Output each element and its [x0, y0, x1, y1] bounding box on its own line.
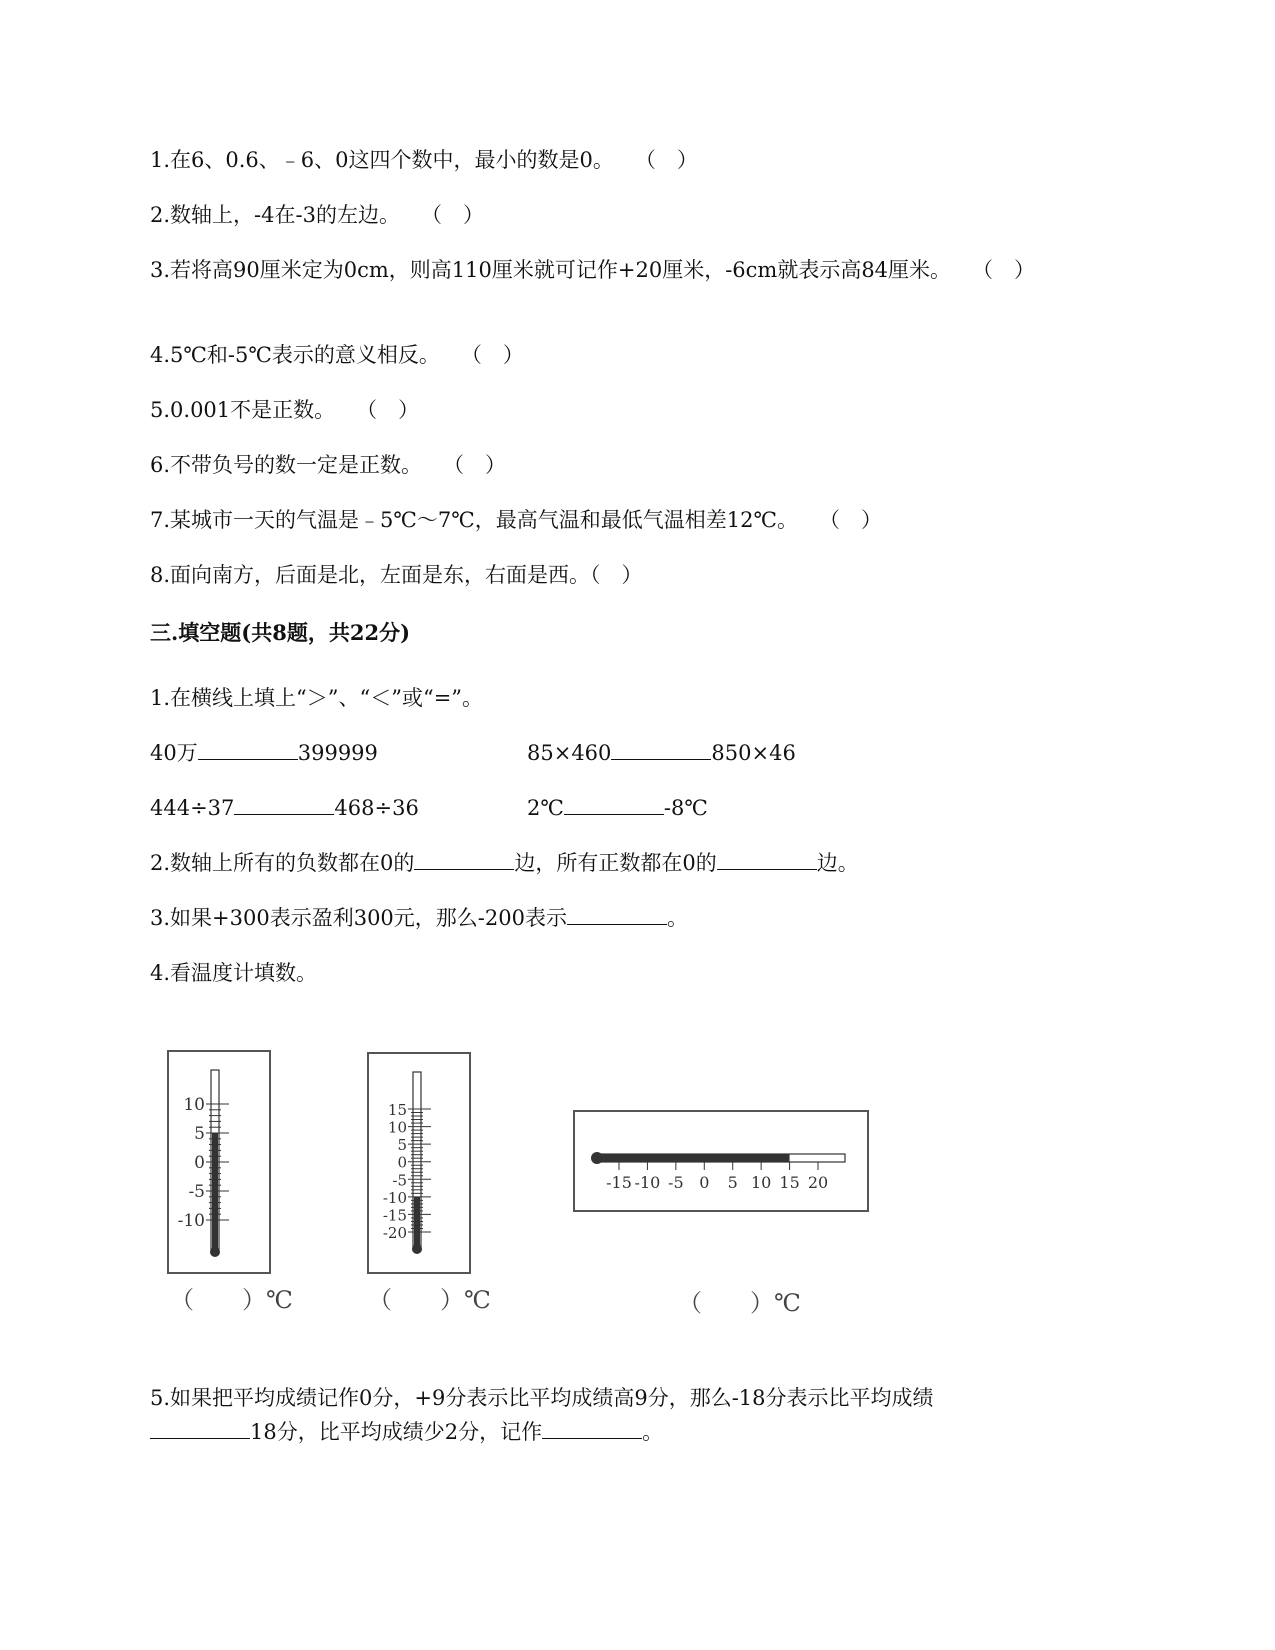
tf-item-1: 1.在6、0.6、﹣6、0这四个数中，最小的数是0。 （ ） — [150, 148, 698, 172]
thermometer-2-tick-label: -15 — [382, 1206, 407, 1225]
thermometer-2 — [367, 1052, 471, 1274]
thermometer-1-tick-label: 0 — [194, 1153, 205, 1173]
fill-item-5-text-b: 18分，比平均成绩少2分，记作 — [250, 1420, 543, 1444]
thermometer-2-tick-label: 15 — [387, 1101, 407, 1119]
thermometer-2-tick-label: -5 — [392, 1171, 407, 1190]
thermometer-3-tick-label: 5 — [727, 1173, 738, 1192]
thermometer-2-mercury — [414, 1197, 420, 1249]
comparison-a — [150, 738, 378, 768]
tf-item-8: 8.面向南方，后面是北，左面是东，右面是西。（ ） — [150, 563, 643, 587]
thermometer-1-tick-label: 5 — [194, 1124, 205, 1144]
thermometer-2-figure — [369, 1054, 469, 1272]
thermometer-2-tick-label: -10 — [382, 1188, 407, 1207]
thermometer-1-figure — [169, 1052, 269, 1272]
thermometer-2-bulb — [412, 1244, 422, 1254]
thermometer-2-tick-label: -20 — [382, 1224, 407, 1242]
thermometer-3-tick-label: 20 — [807, 1173, 829, 1192]
fill-item-2-text-c: 边。 — [816, 851, 859, 875]
fill-item-2-blank-2[interactable] — [717, 849, 817, 870]
thermometer-1 — [167, 1050, 271, 1274]
fill-item-2-text-b: 边，所有正数都在0的 — [514, 851, 717, 875]
comparison-d-left: 2℃ — [527, 796, 564, 820]
thermometer-3-bulb — [591, 1152, 603, 1164]
comparison-b-left: 85×460 — [527, 741, 612, 765]
comparison-b-right: 850×46 — [711, 741, 796, 765]
comparison-c — [150, 793, 419, 823]
tf-item-2: 2.数轴上，-4在-3的左边。 （ ） — [150, 203, 484, 227]
tf-item-7: 7.某城市一天的气温是﹣5℃～7℃，最高气温和最低气温相差12℃。 （ ） — [150, 508, 882, 532]
thermometer-3-tick-label: -15 — [606, 1173, 632, 1192]
thermometer-1-tick-label: -5 — [188, 1182, 205, 1202]
thermometer-1-tick-label: -10 — [177, 1211, 205, 1231]
thermometer-3 — [573, 1110, 869, 1212]
comparison-a-blank[interactable] — [198, 739, 298, 760]
thermometer-3-tick-label: -10 — [634, 1173, 661, 1192]
fill-item-3-text-b: 。 — [666, 906, 688, 930]
thermometer-1-tick-label: 10 — [183, 1095, 205, 1115]
comparison-c-blank[interactable] — [234, 794, 334, 815]
thermometer-3-answer: （ ）℃ — [678, 1289, 801, 1317]
thermometer-1-bulb — [210, 1247, 220, 1257]
comparison-a-left: 40万 — [150, 741, 198, 765]
comparison-d-right: -8℃ — [663, 796, 708, 820]
tf-item-6: 6.不带负号的数一定是正数。 （ ） — [150, 453, 507, 477]
thermometer-2-tick-label: 5 — [397, 1136, 407, 1155]
tf-item-5: 5.0.001不是正数。 （ ） — [150, 398, 420, 422]
thermometer-1-answer: （ ）℃ — [170, 1286, 293, 1314]
fill-item-1-prompt: 1.在横线上填上“＞”、“＜”或“=”。 — [150, 686, 484, 710]
comparison-b-blank[interactable] — [611, 739, 711, 760]
section-title: 三.填空题(共8题，共22分) — [150, 620, 411, 645]
fill-item-5-line-2 — [150, 1417, 663, 1447]
fill-item-5-line-1: 5.如果把平均成绩记作0分，+9分表示比平均成绩高9分，那么-18分表示比平均成绩 — [150, 1386, 934, 1410]
fill-item-3 — [150, 903, 688, 933]
thermometer-3-tick-label: 15 — [779, 1173, 800, 1192]
comparison-c-right: 468÷36 — [334, 796, 419, 820]
tf-item-4: 4.5℃和-5℃表示的意义相反。 （ ） — [150, 343, 524, 367]
fill-item-2-text-a: 2.数轴上所有的负数都在0的 — [150, 851, 415, 875]
fill-item-4-prompt: 4.看温度计填数。 — [150, 961, 318, 985]
fill-item-2 — [150, 848, 859, 878]
fill-item-5-blank-1[interactable] — [150, 1418, 250, 1439]
comparison-c-left: 444÷37 — [150, 796, 235, 820]
thermometer-3-tick-label: -5 — [668, 1173, 684, 1192]
comparison-d — [527, 793, 708, 823]
fill-item-3-blank[interactable] — [567, 904, 667, 925]
thermometer-2-tick-label: 10 — [387, 1118, 407, 1137]
comparison-d-blank[interactable] — [564, 794, 664, 815]
comparison-a-right: 399999 — [297, 741, 378, 765]
fill-item-5-blank-2[interactable] — [542, 1418, 642, 1439]
thermometer-2-answer: （ ）℃ — [368, 1286, 491, 1314]
thermometer-2-tick-label: 0 — [397, 1153, 407, 1172]
thermometer-3-tick-label: 10 — [750, 1173, 772, 1192]
fill-item-3-text-a: 3.如果+300表示盈利300元，那么-200表示 — [150, 906, 567, 930]
thermometer-3-figure — [575, 1112, 867, 1210]
tf-item-3: 3.若将高90厘米定为0cm，则高110厘米就可记作+20厘米，-6cm就表示高84厘米。 （ ） — [150, 258, 1036, 282]
comparison-b — [527, 738, 796, 768]
thermometer-3-mercury — [597, 1154, 790, 1162]
fill-item-2-blank-1[interactable] — [414, 849, 514, 870]
thermometer-3-tick-label: 0 — [699, 1173, 710, 1192]
fill-item-5-text-c: 。 — [642, 1420, 664, 1444]
